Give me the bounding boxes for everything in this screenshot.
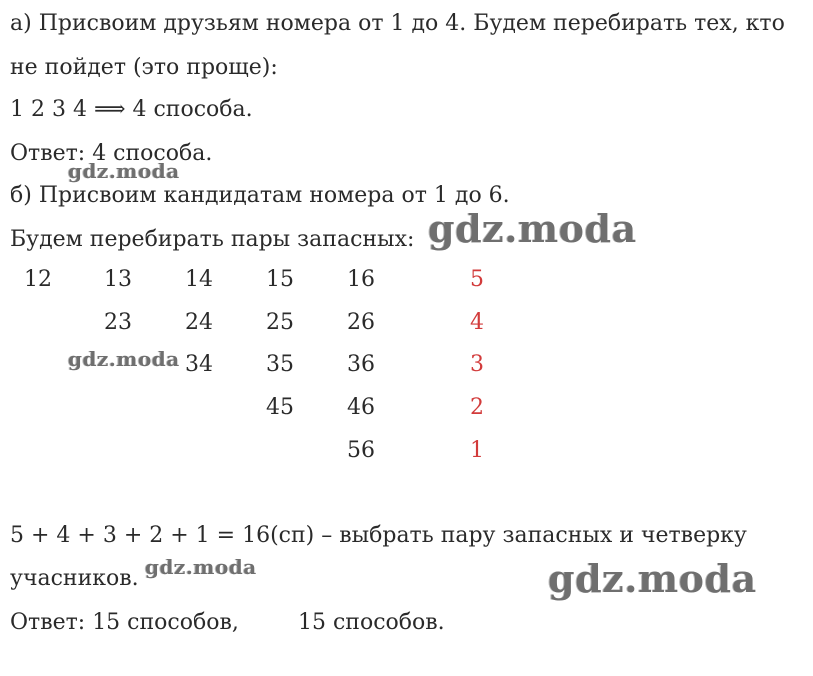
watermark-logo: gdz.moda (428, 206, 637, 251)
pair-cell: 24 (185, 310, 213, 335)
part-a-line-3: 1 2 3 4 ⟹ 4 способа. (10, 97, 253, 122)
watermark-logo: gdz.moda (145, 555, 257, 579)
part-b-line-1: б) Присвоим кандидатам номера от 1 до 6. (10, 183, 510, 208)
row-count: 3 (470, 352, 484, 377)
sum-line-2: учасников. (10, 566, 139, 591)
part-b-line-2: Будем перебирать пары запасных: (10, 227, 415, 252)
pair-cell: 35 (266, 352, 294, 377)
part-a-answer: Ответ: 4 способа. (10, 141, 213, 166)
pair-cell: 56 (347, 438, 375, 463)
pair-cell: 45 (266, 395, 294, 420)
pair-cell: 34 (185, 352, 213, 377)
pair-cell: 15 (266, 267, 294, 292)
pair-cell: 12 (24, 267, 52, 292)
watermark-logo: gdz.moda (68, 159, 180, 183)
pair-cell: 23 (104, 310, 132, 335)
pair-cell: 25 (266, 310, 294, 335)
part-b-answer-right: 15 способов. (298, 610, 445, 635)
pair-cell: 14 (185, 267, 213, 292)
pair-cell: 46 (347, 395, 375, 420)
part-a-line-2: не пойдет (это проще): (10, 55, 278, 80)
watermark-logo: gdz.moda (68, 347, 180, 371)
row-count: 4 (470, 310, 484, 335)
row-count: 2 (470, 395, 484, 420)
pair-cell: 13 (104, 267, 132, 292)
pair-cell: 16 (347, 267, 375, 292)
pair-cell: 26 (347, 310, 375, 335)
part-a-line-1: а) Присвоим друзьям номера от 1 до 4. Будем перебирать тех, кто (10, 11, 785, 36)
row-count: 1 (470, 438, 484, 463)
row-count: 5 (470, 267, 484, 292)
watermark-logo: gdz.moda (548, 556, 757, 601)
sum-line-1: 5 + 4 + 3 + 2 + 1 = 16(сп) – выбрать пару запасных и четверку (10, 523, 747, 548)
pair-cell: 36 (347, 352, 375, 377)
part-b-answer-left: Ответ: 15 способов, (10, 610, 239, 635)
